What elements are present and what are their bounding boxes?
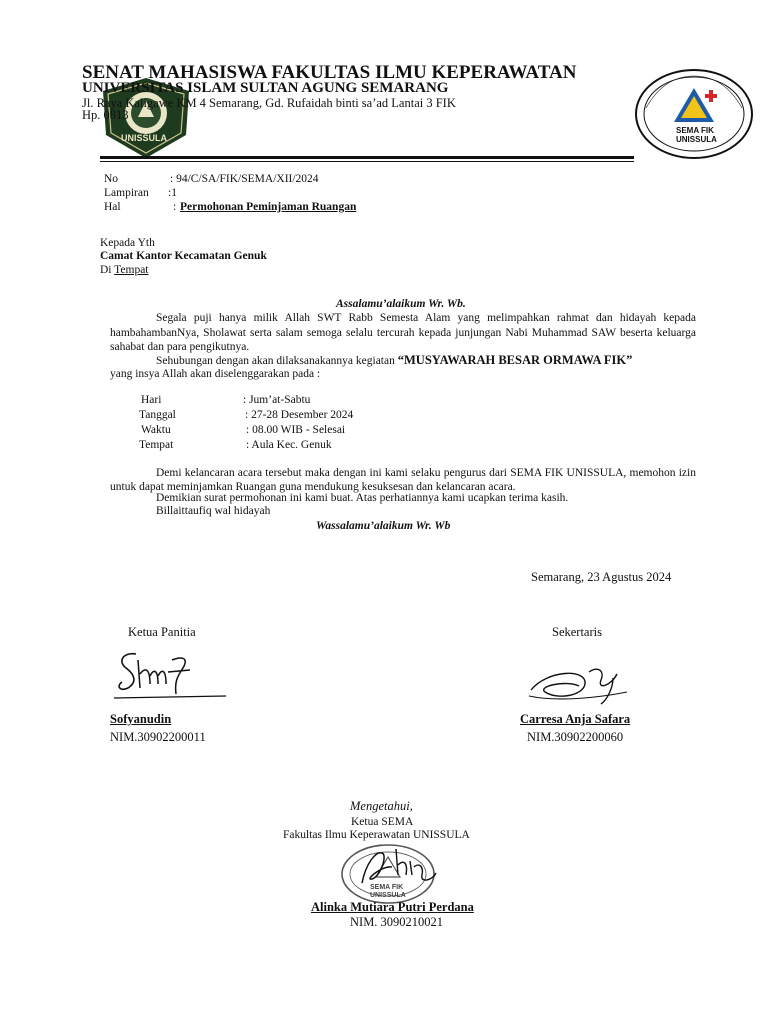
- acknowledged-heading: Mengetahui,: [350, 799, 413, 813]
- signature-bottom-scribble: [352, 843, 442, 893]
- detail-label-tempat: Tempat: [139, 439, 174, 451]
- paragraph-2-prefix: Sehubungan dengan akan dilaksanakannya kegiatan: [156, 355, 398, 367]
- detail-label-waktu: Waktu: [141, 424, 171, 436]
- date-line: Semarang, 23 Agustus 2024: [531, 570, 672, 584]
- detail-label-tanggal: Tanggal: [139, 409, 176, 421]
- right-name: Carresa Anja Safara: [520, 712, 631, 726]
- paragraph-4: Demikian surat permohonan ini kami buat. Atas perhatiannya kami ucapkan terima kasih.: [156, 492, 569, 504]
- sema-fik-logo: [634, 68, 754, 160]
- phone-line: Hp. 0813: [82, 108, 129, 122]
- hal-label: Hal: [104, 201, 121, 213]
- lampiran-value: :1: [168, 187, 177, 199]
- sema-logo-line2: UNISSULA: [676, 135, 717, 144]
- detail-label-hari: Hari: [141, 394, 162, 406]
- recipient-line1: Kepada Yth: [100, 237, 155, 249]
- bottom-role1: Ketua SEMA: [351, 816, 414, 828]
- bottom-role2: Fakultas Ilmu Keperawatan UNISSULA: [283, 829, 470, 841]
- detail-value-tempat: : Aula Kec. Genuk: [246, 439, 332, 451]
- signature-left-scribble: [112, 648, 230, 704]
- org-title: SENAT MAHASISWA FAKULTAS ILMU KEPERAWATAN: [82, 62, 577, 83]
- recipient-place: Tempat: [114, 264, 149, 276]
- recipient-line3: [100, 264, 149, 276]
- hal-colon: :: [173, 201, 177, 213]
- left-role: Ketua Panitia: [128, 625, 196, 639]
- no-label: No: [104, 173, 119, 185]
- right-role: Sekertaris: [552, 625, 602, 639]
- detail-value-hari: : Jum’at-Sabtu: [243, 394, 311, 406]
- paragraph-2-line: [156, 353, 696, 368]
- no-value: : 94/C/SA/FIK/SEMA/XII/2024: [170, 173, 319, 185]
- detail-value-waktu: : 08.00 WIB - Selesai: [246, 424, 346, 436]
- signature-right-scribble: [527, 662, 631, 706]
- closing: Wassalamu’alaikum Wr. Wb: [316, 520, 451, 532]
- paragraph-5: Billaittaufiq wal hidayah: [156, 505, 271, 517]
- sema-logo-line1: SEMA FIK: [676, 126, 714, 135]
- stamp-line2: UNISSULA: [370, 892, 406, 899]
- header-rule-thick: [100, 156, 634, 159]
- event-name: “MUSYAWARAH BESAR ORMAWA FIK”: [397, 353, 633, 367]
- university-name: UNIVERSITAS ISLAM SULTAN AGUNG SEMARANG: [82, 80, 449, 96]
- hal-value: Permohonan Peminjaman Ruangan: [180, 201, 357, 213]
- lampiran-label: Lampiran: [104, 187, 149, 199]
- right-nim: NIM.30902200060: [527, 730, 624, 744]
- paragraph-3: Demi kelancaran acara tersebut maka dengan ini kami selaku pengurus dari SEMA FIK UNISSULA, memohon izin untuk dapat meminjamkan Ruangan guna mendukung kesuksesan dan kelancaran acara.: [110, 467, 696, 493]
- bottom-nim: NIM. 3090210021: [350, 915, 444, 929]
- recipient-line2: Camat Kantor Kecamatan Genuk: [100, 250, 267, 262]
- address-line: Jl. Raya Kaligawe KM 4 Semarang, Gd. Rufaidah binti sa’ad Lantai 3 FIK: [82, 96, 456, 110]
- left-nim: NIM.30902200011: [110, 730, 206, 744]
- stamp-line1: SEMA FIK: [370, 884, 404, 891]
- greeting: Assalamu’alaikum Wr. Wb.: [336, 298, 466, 310]
- paragraph-1: Segala puji hanya milik Allah SWT Rabb Semesta Alam yang melimpahkan rahmat dan hidayah kepada hambahambanNya, Sholawat serta salam semoga selalu tercurah kepada junjungan Nabi Muhammad SAW beserta keluarga sahabat dan para pengikutnya.: [110, 312, 696, 353]
- paragraph-2-suffix: yang insya Allah akan diselenggarakan pada :: [110, 368, 321, 380]
- header-rule-thin: [100, 161, 634, 162]
- crest-text: UNISSULA: [121, 133, 168, 143]
- bottom-name: Alinka Mutiara Putri Perdana: [311, 900, 474, 914]
- detail-value-tanggal: : 27-28 Desember 2024: [245, 409, 354, 421]
- recipient-place-prefix: Di: [100, 264, 115, 276]
- left-name: Sofyanudin: [110, 712, 172, 726]
